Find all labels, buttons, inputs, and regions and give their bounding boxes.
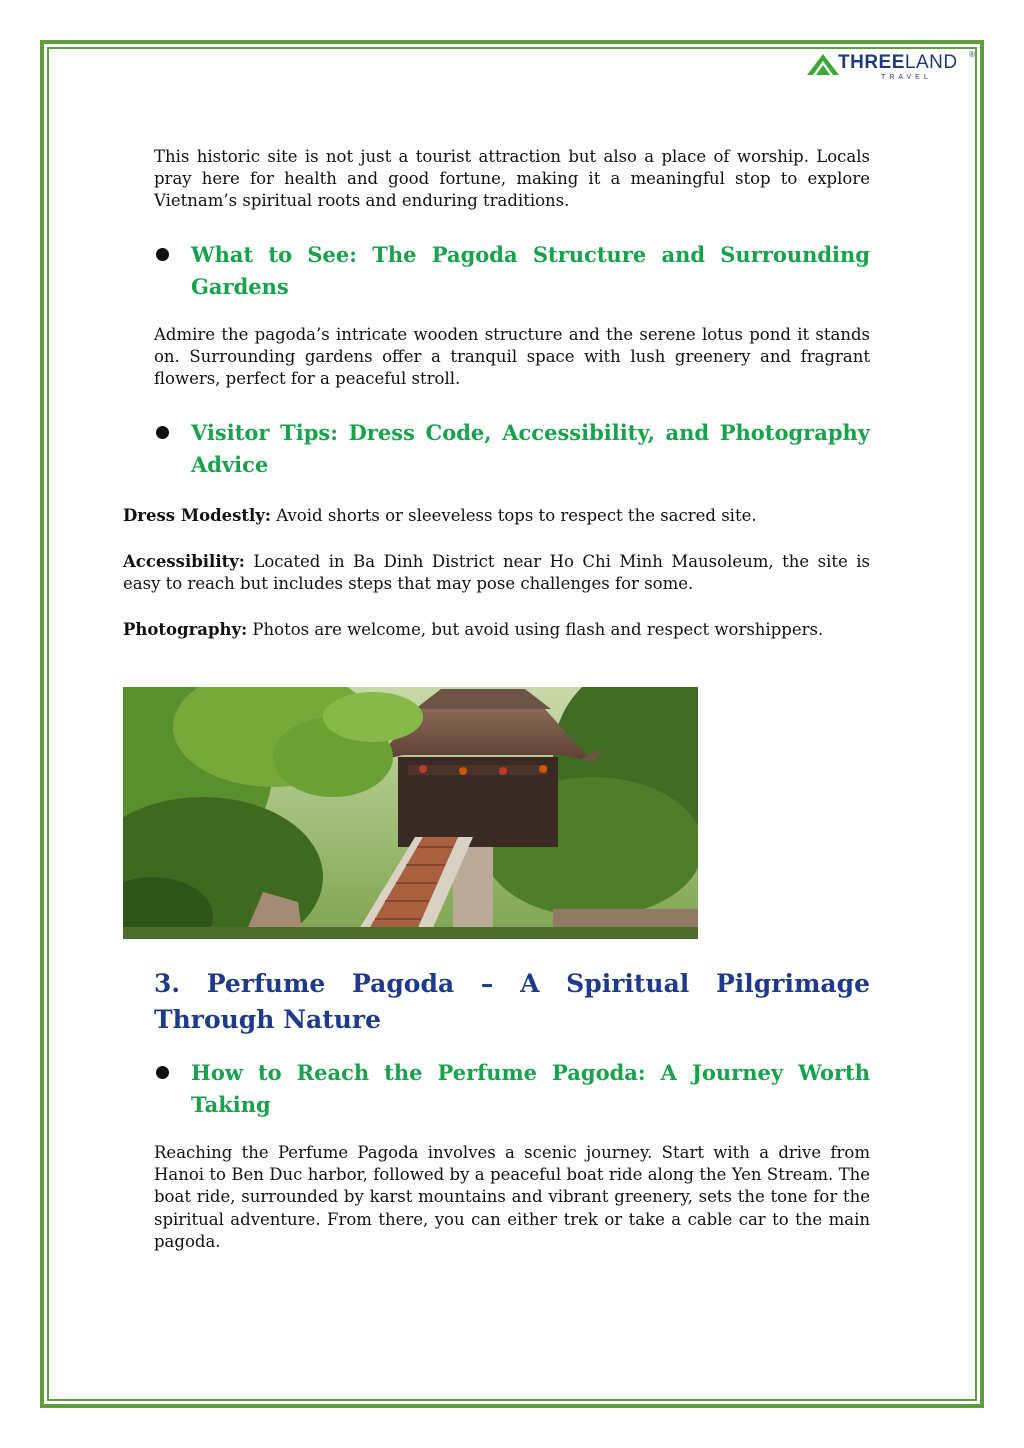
dress-code-paragraph <box>123 505 870 527</box>
what-to-see-body: Admire the pagoda’s intricate wooden structure and the serene lotus pond it stands on. Surrounding gardens offer a tranquil space with lush greenery and fragrant flowers, perfect for a peaceful stroll. <box>154 325 870 389</box>
one-pillar-pagoda-photo <box>123 687 698 939</box>
mountain-logo-icon <box>806 50 840 76</box>
photography-text: Photos are welcome, but avoid using flash and respect worshippers. <box>247 620 824 639</box>
photography-paragraph <box>123 619 870 641</box>
dress-code-label: Dress Modestly: <box>123 506 271 525</box>
how-to-reach-heading-text: How to Reach the Perfume Pagoda: A Journey Worth Taking <box>191 1060 870 1117</box>
bullet-icon <box>156 426 169 439</box>
registered-mark: ® <box>969 50 975 59</box>
how-to-reach-heading <box>154 1057 870 1121</box>
logo-subtitle: TRAVEL <box>881 74 932 81</box>
perfume-pagoda-section-title: 3. Perfume Pagoda – A Spiritual Pilgrimage Through Nature <box>154 969 870 1034</box>
logo-wordmark <box>838 52 958 74</box>
bullet-icon <box>156 1066 169 1079</box>
logo-brand-regular: LAND <box>904 52 958 73</box>
intro-paragraph: This historic site is not just a tourist attraction but also a place of worship. Locals pray here for health and good fortune, making it a meaningful stop to explore Vietnam’s spiritual roots and enduring traditions. <box>154 147 870 211</box>
what-to-see-heading-text: What to See: The Pagoda Structure and Surrounding Gardens <box>191 242 870 299</box>
accessibility-text: Located in Ba Dinh District near Ho Chi Minh Mausoleum, the site is easy to reach but includes steps that may pose challenges for some. <box>123 552 870 594</box>
bullet-icon <box>156 248 169 261</box>
what-to-see-heading <box>154 239 870 303</box>
dress-code-text: Avoid shorts or sleeveless tops to respect the sacred site. <box>270 506 757 525</box>
how-to-reach-body: Reaching the Perfume Pagoda involves a scenic journey. Start with a drive from Hanoi to Ben Duc harbor, followed by a peaceful boat ride along the Yen Stream. The boat ride, surrounded by karst mountains and vibrant greenery, sets the tone for the spiritual adventure. From there, you can either trek or take a cable car to the main pagoda. <box>154 1143 870 1251</box>
logo-brand-bold: THREE <box>838 52 905 73</box>
threeland-logo <box>806 50 976 88</box>
accessibility-label: Accessibility: <box>123 552 245 571</box>
visitor-tips-heading-text: Visitor Tips: Dress Code, Accessibility, and Photography Advice <box>191 420 870 477</box>
visitor-tips-heading <box>154 417 870 481</box>
photography-label: Photography: <box>123 620 248 639</box>
accessibility-paragraph <box>123 551 870 595</box>
